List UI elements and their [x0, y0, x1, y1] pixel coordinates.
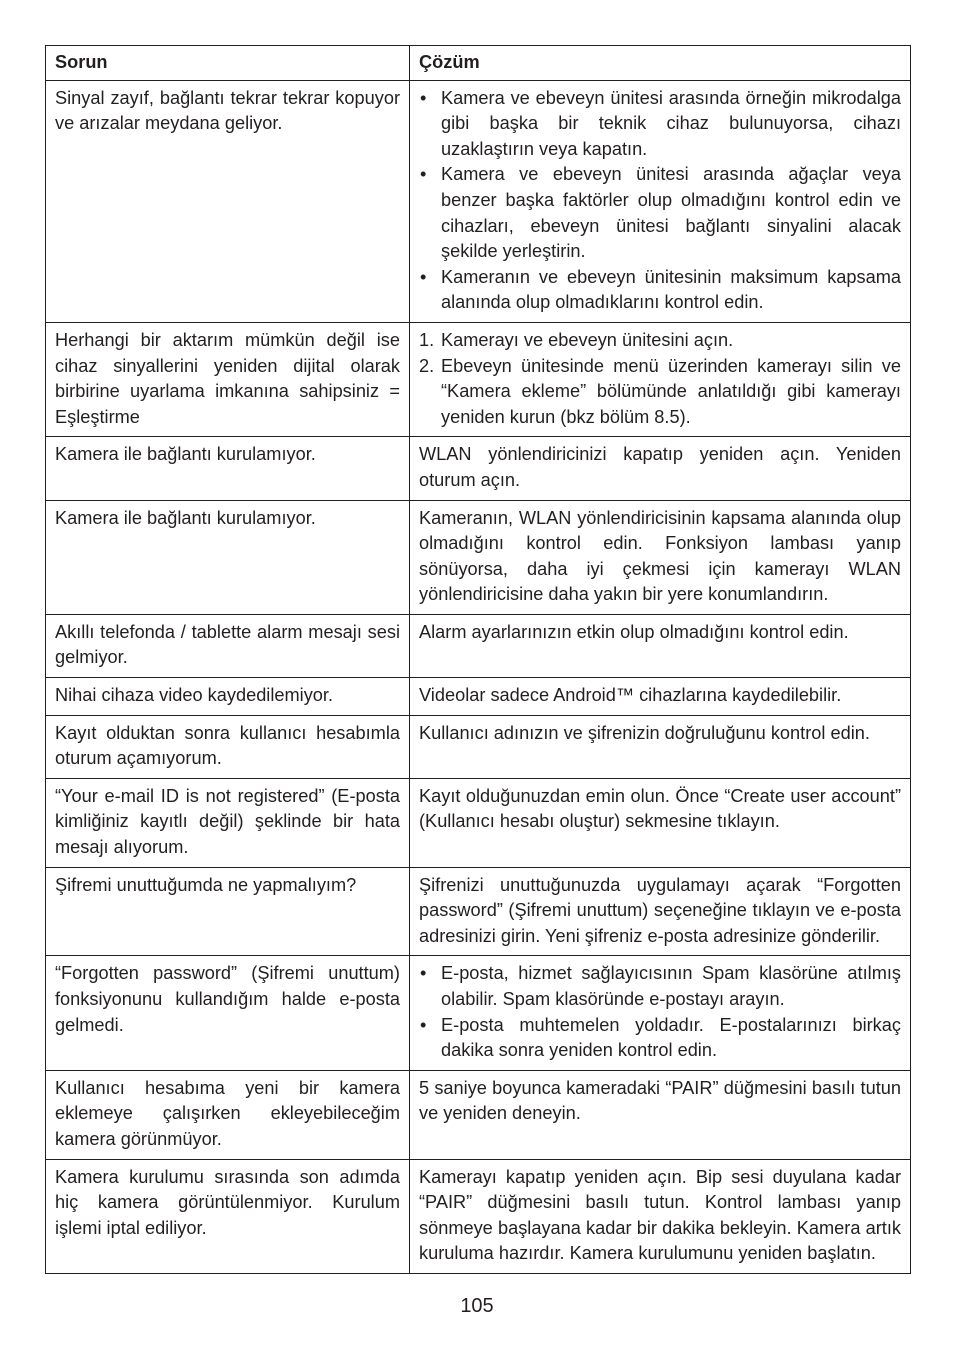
list-item: [420, 86, 901, 163]
solution-cell: Kayıt olduğunuzdan emin olun. Önce “Create user account” (Kullanıcı hesabı oluştur) sekmesine tıklayın.: [410, 778, 911, 867]
list-item-text: Kameranın ve ebeveyn ünitesinin maksimum kapsama alanında olup olmadıklarını kontrol edin.: [441, 266, 901, 313]
solution-cell: Kamerayı kapatıp yeniden açın. Bip sesi duyulana kadar “PAIR” düğmesini basılı tutun. Kontrol lambası yanıp sönmeye başlayana kadar bir dakika bekleyin. Kamera artık kuruluma hazırdır. Kamera kurulumunu yeniden başlatın.: [410, 1159, 911, 1273]
problem-cell: Kamera ile bağlantı kurulamıyor.: [46, 437, 410, 500]
table-header-row: [46, 46, 911, 81]
problem-cell: “Forgotten password” (Şifremi unuttum) fonksiyonunu kullandığım halde e-posta gelmedi.: [46, 956, 410, 1070]
problem-cell: Kullanıcı hesabıma yeni bir kamera eklemeye çalışırken ekleyebileceğim kamera görünmüyor.: [46, 1070, 410, 1159]
table-row: [46, 678, 911, 716]
list-item: [420, 961, 901, 1012]
solution-cell: [410, 956, 911, 1070]
list-item: [420, 162, 901, 264]
table-row: [46, 500, 911, 614]
solution-bullet-list: [419, 86, 901, 316]
bullet-icon: •: [420, 963, 427, 984]
problem-cell: Kamera ile bağlantı kurulamıyor.: [46, 500, 410, 614]
list-item: [420, 265, 901, 316]
solution-cell: [410, 80, 911, 322]
problem-cell: “Your e-mail ID is not registered” (E-posta kimliğiniz kayıtlı değil) şeklinde bir hata mesajı alıyorum.: [46, 778, 410, 867]
bullet-icon: •: [420, 164, 427, 185]
problem-cell: Sinyal zayıf, bağlantı tekrar tekrar kopuyor ve arızalar meydana geliyor.: [46, 80, 410, 322]
solution-cell: Alarm ayarlarınızın etkin olup olmadığını kontrol edin.: [410, 614, 911, 677]
problem-cell: Akıllı telefonda / tablette alarm mesajı sesi gelmiyor.: [46, 614, 410, 677]
list-item: [419, 354, 901, 431]
list-item-text: Kamera ve ebeveyn ünitesi arasında ağaçlar veya benzer başka faktörler olup olmadığını kontrol edin ve cihazları, ebeveyn ünitesi bağlantı sinyalini alacak şekilde yerleştirin.: [441, 164, 901, 262]
solution-cell: Kullanıcı adınızın ve şifrenizin doğruluğunu kontrol edin.: [410, 715, 911, 778]
troubleshooting-table: [45, 45, 911, 1274]
header-solution: Çözüm: [410, 46, 911, 81]
table-row: [46, 867, 911, 956]
table-row: [46, 1070, 911, 1159]
table-row: [46, 80, 911, 322]
problem-cell: Kayıt olduktan sonra kullanıcı hesabımla oturum açamıyorum.: [46, 715, 410, 778]
list-item-text: E-posta, hizmet sağlayıcısının Spam klasörüne atılmış olabilir. Spam klasöründe e-postayı arayın.: [441, 963, 901, 1009]
solution-cell: [410, 322, 911, 436]
solution-bullet-list: [419, 961, 901, 1063]
table-row: [46, 437, 911, 500]
problem-cell: Şifremi unuttuğumda ne yapmalıyım?: [46, 867, 410, 956]
solution-step-list: [419, 328, 901, 430]
step-number: 2.: [419, 355, 435, 376]
list-item-text: Kamerayı ve ebeveyn ünitesini açın.: [441, 329, 734, 350]
table-row: [46, 322, 911, 436]
bullet-icon: •: [420, 1014, 427, 1035]
table-row: [46, 778, 911, 867]
table-row: [46, 1159, 911, 1273]
solution-cell: Şifrenizi unuttuğunuzda uygulamayı açarak “Forgotten password” (Şifremi unuttum) seçeneğine tıklayın ve e-posta adresinizi girin. Yeni şifreniz e-posta adresinize gönderilir.: [410, 867, 911, 956]
table-row: [46, 956, 911, 1070]
header-problem: Sorun: [46, 46, 410, 81]
list-item: [420, 1013, 901, 1064]
solution-cell: Kameranın, WLAN yönlendiricisinin kapsama alanında olup olmadığını kontrol edin. Fonksiyon lambası yanıp sönüyorsa, daha iyi çekmesi için kamerayı WLAN yönlendiricisine daha yakın bir yere konumlandırın.: [410, 500, 911, 614]
solution-cell: Videolar sadece Android™ cihazlarına kaydedilebilir.: [410, 678, 911, 716]
problem-cell: Kamera kurulumu sırasında son adımda hiç kamera görüntülenmiyor. Kurulum işlemi iptal ediliyor.: [46, 1159, 410, 1273]
solution-cell: 5 saniye boyunca kameradaki “PAIR” düğmesini basılı tutun ve yeniden deneyin.: [410, 1070, 911, 1159]
problem-cell: Herhangi bir aktarım mümkün değil ise cihaz sinyallerini yeniden dijital olarak birbirine uyarlama imkanına sahipsiniz = Eşleştirme: [46, 322, 410, 436]
list-item-text: Ebeveyn ünitesinde menü üzerinden kamerayı silin ve “Kamera ekleme” bölümünde anlatıldığı gibi kamerayı yeniden kurun (bkz bölüm 8.5).: [441, 355, 901, 427]
step-number: 1.: [419, 329, 435, 350]
list-item-text: Kamera ve ebeveyn ünitesi arasında örneğin mikrodalga gibi başka bir teknik cihaz bulunuyorsa, cihazı uzaklaştırın veya kapatın.: [441, 87, 901, 159]
bullet-icon: •: [420, 266, 427, 287]
page-number: 105: [460, 1295, 494, 1317]
list-item-text: E-posta muhtemelen yoldadır. E-postalarınızı birkaç dakika sonra yeniden kontrol edin.: [441, 1014, 901, 1061]
problem-cell: Nihai cihaza video kaydedilemiyor.: [46, 678, 410, 716]
table-row: [46, 614, 911, 677]
solution-cell: WLAN yönlendiricinizi kapatıp yeniden açın. Yeniden oturum açın.: [410, 437, 911, 500]
list-item: [419, 328, 901, 354]
bullet-icon: •: [420, 87, 427, 108]
table-row: [46, 715, 911, 778]
